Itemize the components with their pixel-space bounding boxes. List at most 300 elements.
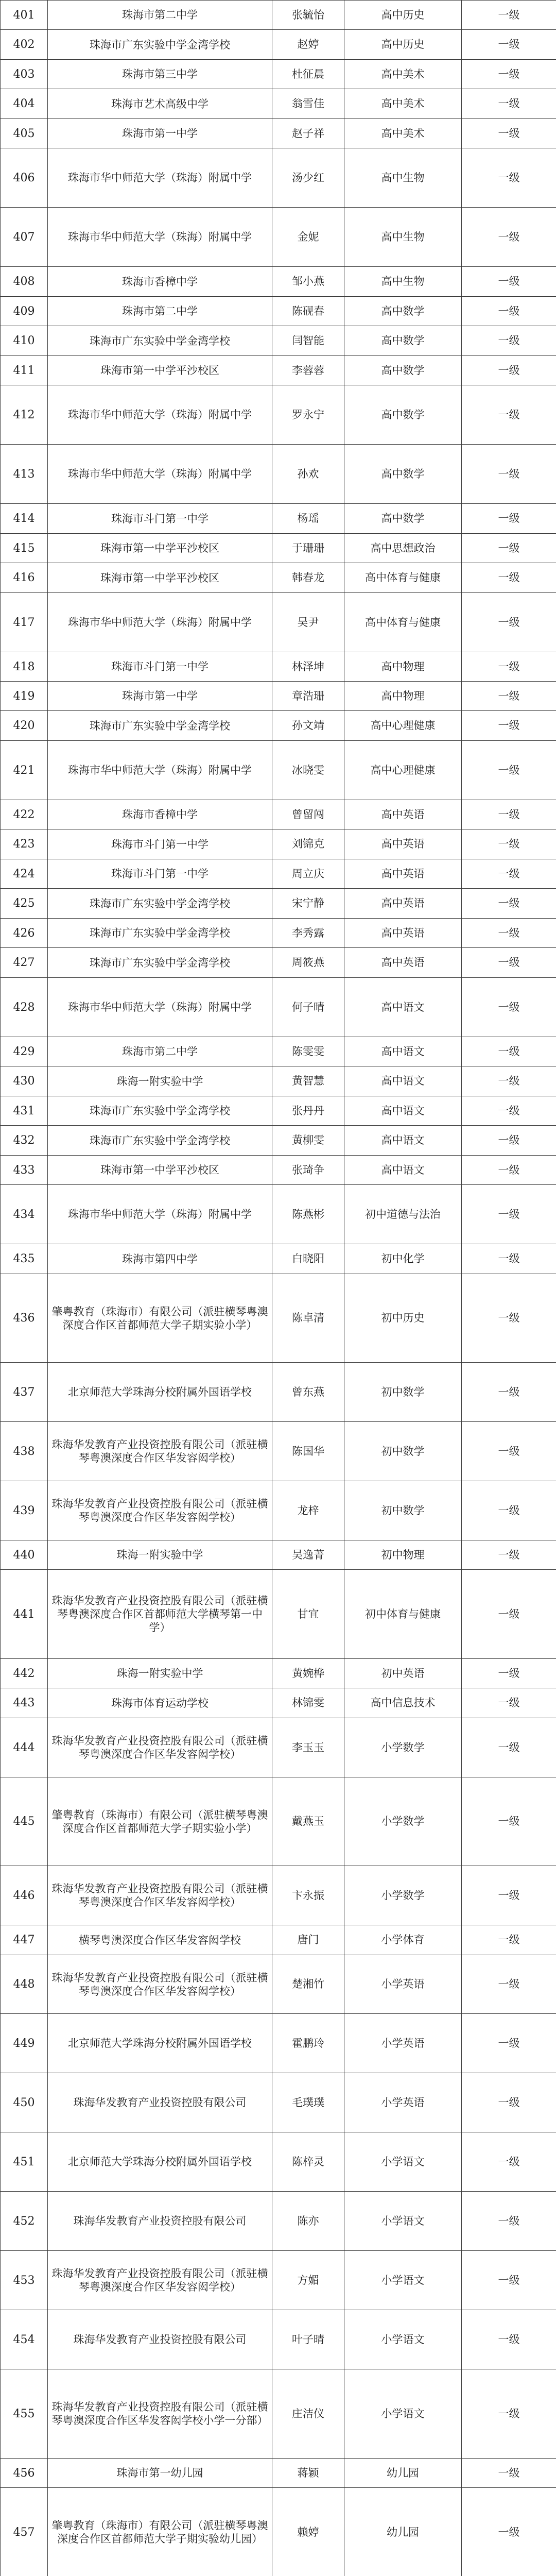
table-row xyxy=(1,682,556,711)
level-cell: 一级 xyxy=(462,859,556,889)
table-row xyxy=(1,148,556,208)
school-cell: 北京师范大学珠海分校附属外国语学校 xyxy=(48,2132,272,2192)
table-row xyxy=(1,1866,556,1925)
subject-cell: 高中语文 xyxy=(344,1096,462,1126)
row-number-cell: 421 xyxy=(1,741,48,800)
table-row xyxy=(1,2073,556,2132)
row-number-cell: 410 xyxy=(1,326,48,356)
teacher-name-cell: 唐门 xyxy=(272,1925,344,1955)
teacher-name-cell: 李蓉蓉 xyxy=(272,356,344,385)
subject-cell: 高中思想政治 xyxy=(344,534,462,563)
school-cell: 珠海市华中师范大学（珠海）附属中学 xyxy=(48,385,272,445)
row-number-cell: 427 xyxy=(1,948,48,978)
school-cell: 珠海市广东实验中学金湾学校 xyxy=(48,711,272,741)
row-number-cell: 436 xyxy=(1,1274,48,1363)
school-cell: 珠海市广东实验中学金湾学校 xyxy=(48,30,272,60)
teacher-name-cell: 陈卓清 xyxy=(272,1274,344,1363)
school-cell: 珠海市斗门第一中学 xyxy=(48,504,272,534)
school-cell: 珠海华发教育产业投资控股有限公司 xyxy=(48,2192,272,2251)
row-number-cell: 446 xyxy=(1,1866,48,1925)
school-cell: 珠海市广东实验中学金湾学校 xyxy=(48,919,272,948)
school-cell: 珠海市第二中学 xyxy=(48,297,272,326)
teacher-name-cell: 林锦雯 xyxy=(272,1688,344,1718)
row-number-cell: 445 xyxy=(1,1777,48,1866)
row-number-cell: 444 xyxy=(1,1718,48,1777)
subject-cell: 高中英语 xyxy=(344,948,462,978)
level-cell: 一级 xyxy=(462,2192,556,2251)
level-cell: 一级 xyxy=(462,1925,556,1955)
school-cell: 珠海市第二中学 xyxy=(48,1,272,30)
table-row xyxy=(1,1363,556,1422)
level-cell: 一级 xyxy=(462,2073,556,2132)
teacher-name-cell: 蒋颖 xyxy=(272,2459,344,2488)
table-row xyxy=(1,1066,556,1096)
teacher-name-cell: 李秀露 xyxy=(272,919,344,948)
teacher-name-cell: 龙梓 xyxy=(272,1481,344,1540)
row-number-cell: 440 xyxy=(1,1540,48,1570)
level-cell: 一级 xyxy=(462,1688,556,1718)
level-cell: 一级 xyxy=(462,2369,556,2459)
subject-cell: 初中数学 xyxy=(344,1481,462,1540)
level-cell: 一级 xyxy=(462,682,556,711)
subject-cell: 初中历史 xyxy=(344,1274,462,1363)
row-number-cell: 435 xyxy=(1,1244,48,1274)
school-cell: 珠海一附实验中学 xyxy=(48,1659,272,1688)
level-cell: 一级 xyxy=(462,1363,556,1422)
subject-cell: 高中英语 xyxy=(344,889,462,919)
row-number-cell: 423 xyxy=(1,829,48,859)
school-cell: 珠海市广东实验中学金湾学校 xyxy=(48,1096,272,1126)
table-row xyxy=(1,2310,556,2369)
row-number-cell: 416 xyxy=(1,563,48,593)
teacher-name-cell: 黄柳雯 xyxy=(272,1126,344,1156)
school-cell: 珠海华发教育产业投资控股有限公司（派驻横琴粤澳深度合作区华发容闳学校） xyxy=(48,1422,272,1481)
school-cell: 珠海华发教育产业投资控股有限公司（派驻横琴粤澳深度合作区华发容闳学校） xyxy=(48,1866,272,1925)
row-number-cell: 441 xyxy=(1,1570,48,1659)
table-row xyxy=(1,978,556,1037)
row-number-cell: 406 xyxy=(1,148,48,208)
teacher-name-cell: 甘宜 xyxy=(272,1570,344,1659)
subject-cell: 小学语文 xyxy=(344,2310,462,2369)
teacher-name-cell: 张琦争 xyxy=(272,1156,344,1185)
level-cell: 一级 xyxy=(462,1540,556,1570)
teacher-name-cell: 赵子祥 xyxy=(272,119,344,148)
level-cell: 一级 xyxy=(462,1955,556,2014)
teacher-name-cell: 冰晓雯 xyxy=(272,741,344,800)
level-cell: 一级 xyxy=(462,800,556,829)
level-cell: 一级 xyxy=(462,1777,556,1866)
teacher-name-cell: 孙文靖 xyxy=(272,711,344,741)
row-number-cell: 417 xyxy=(1,593,48,652)
table-row xyxy=(1,2369,556,2459)
table-row xyxy=(1,1185,556,1244)
subject-cell: 高中体育与健康 xyxy=(344,563,462,593)
subject-cell: 幼儿园 xyxy=(344,2488,462,2576)
level-cell: 一级 xyxy=(462,1126,556,1156)
table-row xyxy=(1,385,556,445)
level-cell: 一级 xyxy=(462,1096,556,1126)
table-row xyxy=(1,1274,556,1363)
level-cell: 一级 xyxy=(462,60,556,89)
row-number-cell: 426 xyxy=(1,919,48,948)
school-cell: 珠海华发教育产业投资控股有限公司 xyxy=(48,2310,272,2369)
roster-table-body xyxy=(1,1,556,2576)
level-cell: 一级 xyxy=(462,829,556,859)
subject-cell: 小学语文 xyxy=(344,2192,462,2251)
row-number-cell: 454 xyxy=(1,2310,48,2369)
table-row xyxy=(1,208,556,267)
subject-cell: 高中数学 xyxy=(344,326,462,356)
level-cell: 一级 xyxy=(462,889,556,919)
level-cell: 一级 xyxy=(462,919,556,948)
school-cell: 肇粤教育（珠海市）有限公司（派驻横琴粤澳深度合作区首都师范大学子期实验幼儿园） xyxy=(48,2488,272,2576)
school-cell: 珠海市华中师范大学（珠海）附属中学 xyxy=(48,1185,272,1244)
table-row xyxy=(1,119,556,148)
row-number-cell: 437 xyxy=(1,1363,48,1422)
subject-cell: 小学数学 xyxy=(344,1866,462,1925)
level-cell: 一级 xyxy=(462,1274,556,1363)
subject-cell: 高中心理健康 xyxy=(344,711,462,741)
row-number-cell: 420 xyxy=(1,711,48,741)
table-row xyxy=(1,356,556,385)
table-row xyxy=(1,1096,556,1126)
school-cell: 珠海华发教育产业投资控股有限公司 xyxy=(48,2073,272,2132)
row-number-cell: 434 xyxy=(1,1185,48,1244)
school-cell: 北京师范大学珠海分校附属外国语学校 xyxy=(48,1363,272,1422)
table-row xyxy=(1,919,556,948)
subject-cell: 高中数学 xyxy=(344,356,462,385)
teacher-name-cell: 赵婷 xyxy=(272,30,344,60)
level-cell: 一级 xyxy=(462,1,556,30)
level-cell: 一级 xyxy=(462,267,556,297)
row-number-cell: 430 xyxy=(1,1066,48,1096)
row-number-cell: 404 xyxy=(1,89,48,119)
row-number-cell: 456 xyxy=(1,2459,48,2488)
level-cell: 一级 xyxy=(462,30,556,60)
school-cell: 肇粤教育（珠海市）有限公司（派驻横琴粤澳深度合作区首都师范大学子期实验小学） xyxy=(48,1777,272,1866)
teacher-name-cell: 邹小燕 xyxy=(272,267,344,297)
table-row xyxy=(1,593,556,652)
table-row xyxy=(1,741,556,800)
subject-cell: 小学英语 xyxy=(344,1955,462,2014)
subject-cell: 高中生物 xyxy=(344,148,462,208)
level-cell: 一级 xyxy=(462,948,556,978)
teacher-name-cell: 陈砚春 xyxy=(272,297,344,326)
table-row xyxy=(1,2488,556,2576)
teacher-name-cell: 罗永宁 xyxy=(272,385,344,445)
school-cell: 珠海华发教育产业投资控股有限公司（派驻横琴粤澳深度合作区华发容闳学校） xyxy=(48,2251,272,2310)
row-number-cell: 401 xyxy=(1,1,48,30)
school-cell: 珠海市第一中学 xyxy=(48,682,272,711)
school-cell: 肇粤教育（珠海市）有限公司（派驻横琴粤澳深度合作区首都师范大学子期实验小学） xyxy=(48,1274,272,1363)
table-row xyxy=(1,445,556,504)
level-cell: 一级 xyxy=(462,326,556,356)
school-cell: 珠海市第一中学 xyxy=(48,119,272,148)
subject-cell: 高中数学 xyxy=(344,445,462,504)
level-cell: 一级 xyxy=(462,1422,556,1481)
level-cell: 一级 xyxy=(462,1066,556,1096)
teacher-name-cell: 庄洁仪 xyxy=(272,2369,344,2459)
row-number-cell: 405 xyxy=(1,119,48,148)
subject-cell: 初中道德与法治 xyxy=(344,1185,462,1244)
school-cell: 珠海市第三中学 xyxy=(48,60,272,89)
teacher-name-cell: 卞永振 xyxy=(272,1866,344,1925)
school-cell: 珠海华发教育产业投资控股有限公司（派驻横琴粤澳深度合作区华发容闳学校） xyxy=(48,1718,272,1777)
row-number-cell: 409 xyxy=(1,297,48,326)
subject-cell: 高中语文 xyxy=(344,1156,462,1185)
school-cell: 珠海一附实验中学 xyxy=(48,1540,272,1570)
school-cell: 珠海市华中师范大学（珠海）附属中学 xyxy=(48,978,272,1037)
level-cell: 一级 xyxy=(462,2310,556,2369)
teacher-name-cell: 吴逸菁 xyxy=(272,1540,344,1570)
school-cell: 珠海市第一幼儿园 xyxy=(48,2459,272,2488)
row-number-cell: 422 xyxy=(1,800,48,829)
school-cell: 珠海市斗门第一中学 xyxy=(48,829,272,859)
subject-cell: 初中体育与健康 xyxy=(344,1570,462,1659)
teacher-name-cell: 宋宁静 xyxy=(272,889,344,919)
teacher-name-cell: 周立庆 xyxy=(272,859,344,889)
row-number-cell: 429 xyxy=(1,1037,48,1066)
teacher-name-cell: 叶子晴 xyxy=(272,2310,344,2369)
subject-cell: 高中生物 xyxy=(344,208,462,267)
subject-cell: 高中生物 xyxy=(344,267,462,297)
table-row xyxy=(1,1570,556,1659)
row-number-cell: 424 xyxy=(1,859,48,889)
level-cell: 一级 xyxy=(462,1156,556,1185)
school-cell: 北京师范大学珠海分校附属外国语学校 xyxy=(48,2014,272,2073)
school-cell: 珠海市第一中学平沙校区 xyxy=(48,356,272,385)
table-row xyxy=(1,30,556,60)
row-number-cell: 448 xyxy=(1,1955,48,2014)
table-row xyxy=(1,652,556,682)
subject-cell: 高中语文 xyxy=(344,1126,462,1156)
level-cell: 一级 xyxy=(462,89,556,119)
table-row xyxy=(1,60,556,89)
subject-cell: 高中物理 xyxy=(344,682,462,711)
school-cell: 珠海一附实验中学 xyxy=(48,1066,272,1096)
school-cell: 珠海市第四中学 xyxy=(48,1244,272,1274)
level-cell: 一级 xyxy=(462,1244,556,1274)
row-number-cell: 447 xyxy=(1,1925,48,1955)
row-number-cell: 411 xyxy=(1,356,48,385)
row-number-cell: 419 xyxy=(1,682,48,711)
level-cell: 一级 xyxy=(462,1718,556,1777)
school-cell: 珠海市华中师范大学（珠海）附属中学 xyxy=(48,593,272,652)
table-row xyxy=(1,1659,556,1688)
row-number-cell: 415 xyxy=(1,534,48,563)
teacher-name-cell: 陈雯雯 xyxy=(272,1037,344,1066)
school-cell: 珠海市斗门第一中学 xyxy=(48,859,272,889)
level-cell: 一级 xyxy=(462,1570,556,1659)
school-cell: 珠海市斗门第一中学 xyxy=(48,652,272,682)
row-number-cell: 452 xyxy=(1,2192,48,2251)
teacher-name-cell: 林泽坤 xyxy=(272,652,344,682)
level-cell: 一级 xyxy=(462,1866,556,1925)
subject-cell: 小学语文 xyxy=(344,2369,462,2459)
subject-cell: 高中英语 xyxy=(344,919,462,948)
row-number-cell: 403 xyxy=(1,60,48,89)
subject-cell: 高中心理健康 xyxy=(344,741,462,800)
table-row xyxy=(1,563,556,593)
school-cell: 珠海市华中师范大学（珠海）附属中学 xyxy=(48,741,272,800)
teacher-name-cell: 曾东燕 xyxy=(272,1363,344,1422)
subject-cell: 高中英语 xyxy=(344,829,462,859)
teacher-name-cell: 曾留闯 xyxy=(272,800,344,829)
level-cell: 一级 xyxy=(462,741,556,800)
row-number-cell: 407 xyxy=(1,208,48,267)
school-cell: 珠海市第一中学平沙校区 xyxy=(48,534,272,563)
row-number-cell: 442 xyxy=(1,1659,48,1688)
row-number-cell: 428 xyxy=(1,978,48,1037)
table-row xyxy=(1,711,556,741)
level-cell: 一级 xyxy=(462,593,556,652)
row-number-cell: 414 xyxy=(1,504,48,534)
teacher-name-cell: 金妮 xyxy=(272,208,344,267)
teacher-name-cell: 汤少红 xyxy=(272,148,344,208)
subject-cell: 初中物理 xyxy=(344,1540,462,1570)
teacher-name-cell: 黄智慧 xyxy=(272,1066,344,1096)
school-cell: 珠海华发教育产业投资控股有限公司（派驻横琴粤澳深度合作区华发容闳学校小学一分部） xyxy=(48,2369,272,2459)
level-cell: 一级 xyxy=(462,978,556,1037)
school-cell: 珠海华发教育产业投资控股有限公司（派驻横琴粤澳深度合作区华发容闳学校） xyxy=(48,1955,272,2014)
table-row xyxy=(1,948,556,978)
row-number-cell: 457 xyxy=(1,2488,48,2576)
subject-cell: 高中语文 xyxy=(344,1037,462,1066)
row-number-cell: 455 xyxy=(1,2369,48,2459)
table-row xyxy=(1,1,556,30)
subject-cell: 小学语文 xyxy=(344,2251,462,2310)
table-row xyxy=(1,297,556,326)
subject-cell: 初中英语 xyxy=(344,1659,462,1688)
school-cell: 珠海市艺术高级中学 xyxy=(48,89,272,119)
level-cell: 一级 xyxy=(462,445,556,504)
teacher-name-cell: 何子晴 xyxy=(272,978,344,1037)
level-cell: 一级 xyxy=(462,208,556,267)
subject-cell: 高中美术 xyxy=(344,119,462,148)
teacher-name-cell: 黄婉桦 xyxy=(272,1659,344,1688)
row-number-cell: 449 xyxy=(1,2014,48,2073)
teacher-name-cell: 毛璞璞 xyxy=(272,2073,344,2132)
subject-cell: 高中数学 xyxy=(344,504,462,534)
row-number-cell: 450 xyxy=(1,2073,48,2132)
subject-cell: 高中英语 xyxy=(344,859,462,889)
row-number-cell: 443 xyxy=(1,1688,48,1718)
table-row xyxy=(1,1126,556,1156)
row-number-cell: 433 xyxy=(1,1156,48,1185)
school-cell: 珠海市香樟中学 xyxy=(48,800,272,829)
level-cell: 一级 xyxy=(462,356,556,385)
table-row xyxy=(1,534,556,563)
subject-cell: 初中数学 xyxy=(344,1363,462,1422)
table-row xyxy=(1,504,556,534)
school-cell: 珠海市第一中学平沙校区 xyxy=(48,563,272,593)
school-cell: 珠海华发教育产业投资控股有限公司（派驻横琴粤澳深度合作区华发容闳学校） xyxy=(48,1481,272,1540)
table-row xyxy=(1,1955,556,2014)
teacher-name-cell: 楚湘竹 xyxy=(272,1955,344,2014)
table-row xyxy=(1,2459,556,2488)
teacher-name-cell: 杜征晨 xyxy=(272,60,344,89)
school-cell: 珠海市广东实验中学金湾学校 xyxy=(48,326,272,356)
teacher-name-cell: 陈亦 xyxy=(272,2192,344,2251)
subject-cell: 高中美术 xyxy=(344,60,462,89)
subject-cell: 高中物理 xyxy=(344,652,462,682)
table-row xyxy=(1,1688,556,1718)
row-number-cell: 438 xyxy=(1,1422,48,1481)
school-cell: 珠海市香樟中学 xyxy=(48,267,272,297)
teacher-name-cell: 陈燕彬 xyxy=(272,1185,344,1244)
row-number-cell: 413 xyxy=(1,445,48,504)
level-cell: 一级 xyxy=(462,1481,556,1540)
school-cell: 珠海华发教育产业投资控股有限公司（派驻横琴粤澳深度合作区首都师范大学横琴第一中学） xyxy=(48,1570,272,1659)
teacher-name-cell: 吴尹 xyxy=(272,593,344,652)
level-cell: 一级 xyxy=(462,2132,556,2192)
level-cell: 一级 xyxy=(462,1037,556,1066)
subject-cell: 幼儿园 xyxy=(344,2459,462,2488)
level-cell: 一级 xyxy=(462,711,556,741)
subject-cell: 高中英语 xyxy=(344,800,462,829)
school-cell: 珠海市华中师范大学（珠海）附属中学 xyxy=(48,208,272,267)
teacher-name-cell: 陈国华 xyxy=(272,1422,344,1481)
subject-cell: 小学体育 xyxy=(344,1925,462,1955)
row-number-cell: 402 xyxy=(1,30,48,60)
table-row xyxy=(1,2192,556,2251)
table-row xyxy=(1,326,556,356)
level-cell: 一级 xyxy=(462,2459,556,2488)
table-row xyxy=(1,800,556,829)
table-row xyxy=(1,2251,556,2310)
school-cell: 珠海市体育运动学校 xyxy=(48,1688,272,1718)
table-row xyxy=(1,1777,556,1866)
level-cell: 一级 xyxy=(462,534,556,563)
subject-cell: 高中数学 xyxy=(344,297,462,326)
teacher-name-cell: 白晓阳 xyxy=(272,1244,344,1274)
row-number-cell: 408 xyxy=(1,267,48,297)
teacher-name-cell: 周筱燕 xyxy=(272,948,344,978)
school-cell: 珠海市第一中学平沙校区 xyxy=(48,1156,272,1185)
row-number-cell: 425 xyxy=(1,889,48,919)
table-row xyxy=(1,1718,556,1777)
subject-cell: 小学数学 xyxy=(344,1718,462,1777)
table-row xyxy=(1,1422,556,1481)
school-cell: 珠海市第二中学 xyxy=(48,1037,272,1066)
school-cell: 珠海市广东实验中学金湾学校 xyxy=(48,1126,272,1156)
school-cell: 珠海市华中师范大学（珠海）附属中学 xyxy=(48,445,272,504)
subject-cell: 高中信息技术 xyxy=(344,1688,462,1718)
table-row xyxy=(1,1540,556,1570)
teacher-name-cell: 赖婷 xyxy=(272,2488,344,2576)
level-cell: 一级 xyxy=(462,2014,556,2073)
subject-cell: 初中化学 xyxy=(344,1244,462,1274)
teacher-name-cell: 韩春龙 xyxy=(272,563,344,593)
row-number-cell: 418 xyxy=(1,652,48,682)
teacher-name-cell: 于珊珊 xyxy=(272,534,344,563)
teacher-name-cell: 张丹丹 xyxy=(272,1096,344,1126)
subject-cell: 小学英语 xyxy=(344,2073,462,2132)
level-cell: 一级 xyxy=(462,563,556,593)
table-row xyxy=(1,1481,556,1540)
row-number-cell: 451 xyxy=(1,2132,48,2192)
school-cell: 珠海市华中师范大学（珠海）附属中学 xyxy=(48,148,272,208)
teacher-name-cell: 戴燕玉 xyxy=(272,1777,344,1866)
subject-cell: 高中语文 xyxy=(344,1066,462,1096)
subject-cell: 高中历史 xyxy=(344,1,462,30)
level-cell: 一级 xyxy=(462,652,556,682)
teacher-name-cell: 杨瑶 xyxy=(272,504,344,534)
teacher-name-cell: 孙欢 xyxy=(272,445,344,504)
level-cell: 一级 xyxy=(462,148,556,208)
subject-cell: 小学语文 xyxy=(344,2132,462,2192)
table-row xyxy=(1,859,556,889)
